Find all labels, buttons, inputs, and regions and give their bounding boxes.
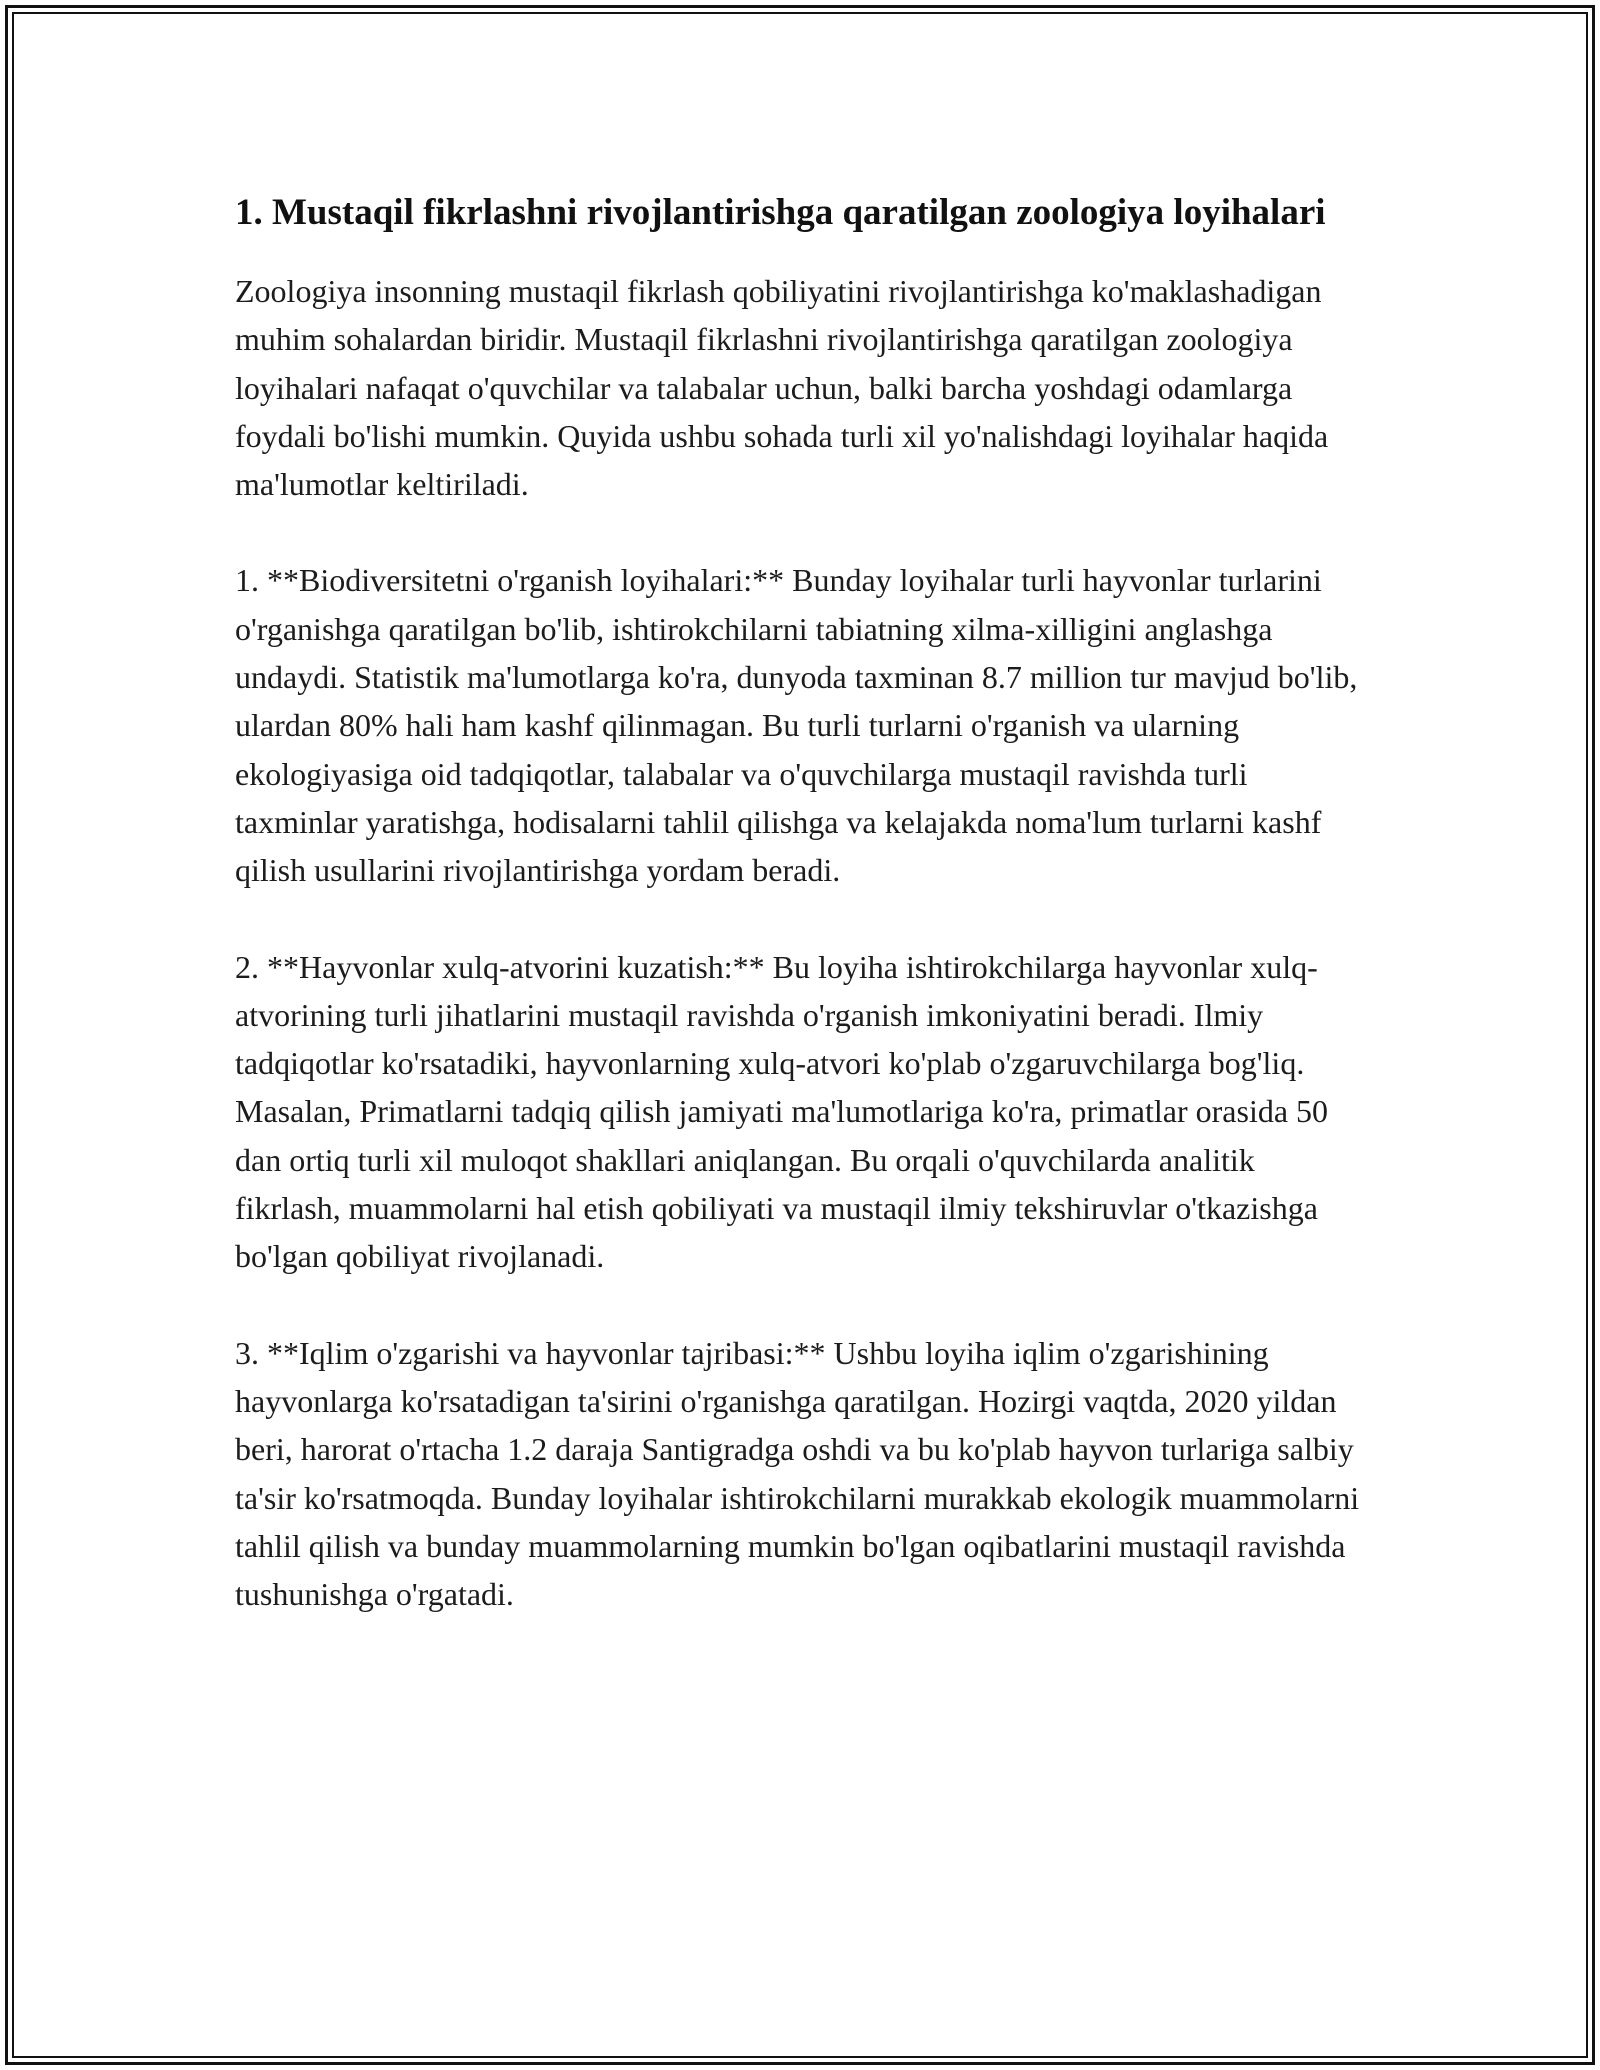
document-body bbox=[235, 186, 1365, 1618]
document-title: 1. Mustaqil fikrlashni rivojlantirishga qaratilgan zoologiya loyihalari bbox=[235, 192, 1326, 233]
paragraph-animal-behavior: 2. **Hayvonlar xulq-atvorini kuzatish:** Bu loyiha ishtirokchilarga hayvonlar xulq-atvorining turli jihatlarini mustaqil ravishda o'rganish imkoniyatini beradi. Ilmiy tadqiqotlar ko'rsatadiki, hayvonlarning xulq-atvori ko'plab o'zgaruvchilarga bog'liq. Masalan, Primatlarni tadqiq qilish jamiyati ma'lumotlariga ko'ra, primatlar orasida 50 dan ortiq turli xil muloqot shakllari aniqlangan. Bu orqali o'quvchilarda analitik fikrlash, muammolarni hal etish qobiliyati va mustaqil ilmiy tekshiruvlar o'tkazishga bo'lgan qobiliyat rivojlanadi. bbox=[235, 948, 1329, 1275]
paragraph-climate-change: 3. **Iqlim o'zgarishi va hayvonlar tajribasi:** Ushbu loyiha iqlim o'zgarishining hayvonlarga ko'rsatadigan ta'sirini o'rganishga qaratilgan. Hozirgi vaqtda, 2020 yildan beri, harorat o'rtacha 1.2 daraja Santigradga oshdi va bu ko'plab hayvon turlariga salbiy ta'sir ko'rsatmoqda. Bunday loyihalar ishtirokchilarni murakkab ekologik muammolarni tahlil qilish va bunday muammolarning mumkin bo'lgan oqibatlarini mustaqil ravishda tushunishga o'rgatadi. bbox=[235, 1334, 1360, 1613]
intro-paragraph: Zoologiya insonning mustaqil fikrlash qobiliyatini rivojlantirishga ko'maklashadigan muhim sohalardan biridir. Mustaqil fikrlashni rivojlantirishga qaratilgan zoologiya loyihalari nafaqat o'quvchilar va talabalar uchun, balki barcha yoshdagi odamlarga foydali bo'lishi mumkin. Quyida ushbu sohada turli xil yo'nalishdagi loyihalar haqida ma'lumotlar keltiriladi. bbox=[235, 273, 1329, 503]
paragraph-biodiversity: 1. **Biodiversitetni o'rganish loyihalari:** Bunday loyihalar turli hayvonlar turlarini o'rganishga qaratilgan bo'lib, ishtirokchilarni tabiatning xilma-xilligini anglashga undaydi. Statistik ma'lumotlarga ko'ra, dunyoda taxminan 8.7 million tur mavjud bo'lib, ulardan 80% hali ham kashf qilinmagan. Bu turli turlarni o'rganish va ularning ekologiyasiga oid tadqiqotlar, talabalar va o'quvchilarga mustaqil ravishda turli taxminlar yaratishga, hodisalarni tahlil qilishga va kelajakda noma'lum turlarni kashf qilish usullarini rivojlantirishga yordam beradi. bbox=[235, 562, 1358, 889]
